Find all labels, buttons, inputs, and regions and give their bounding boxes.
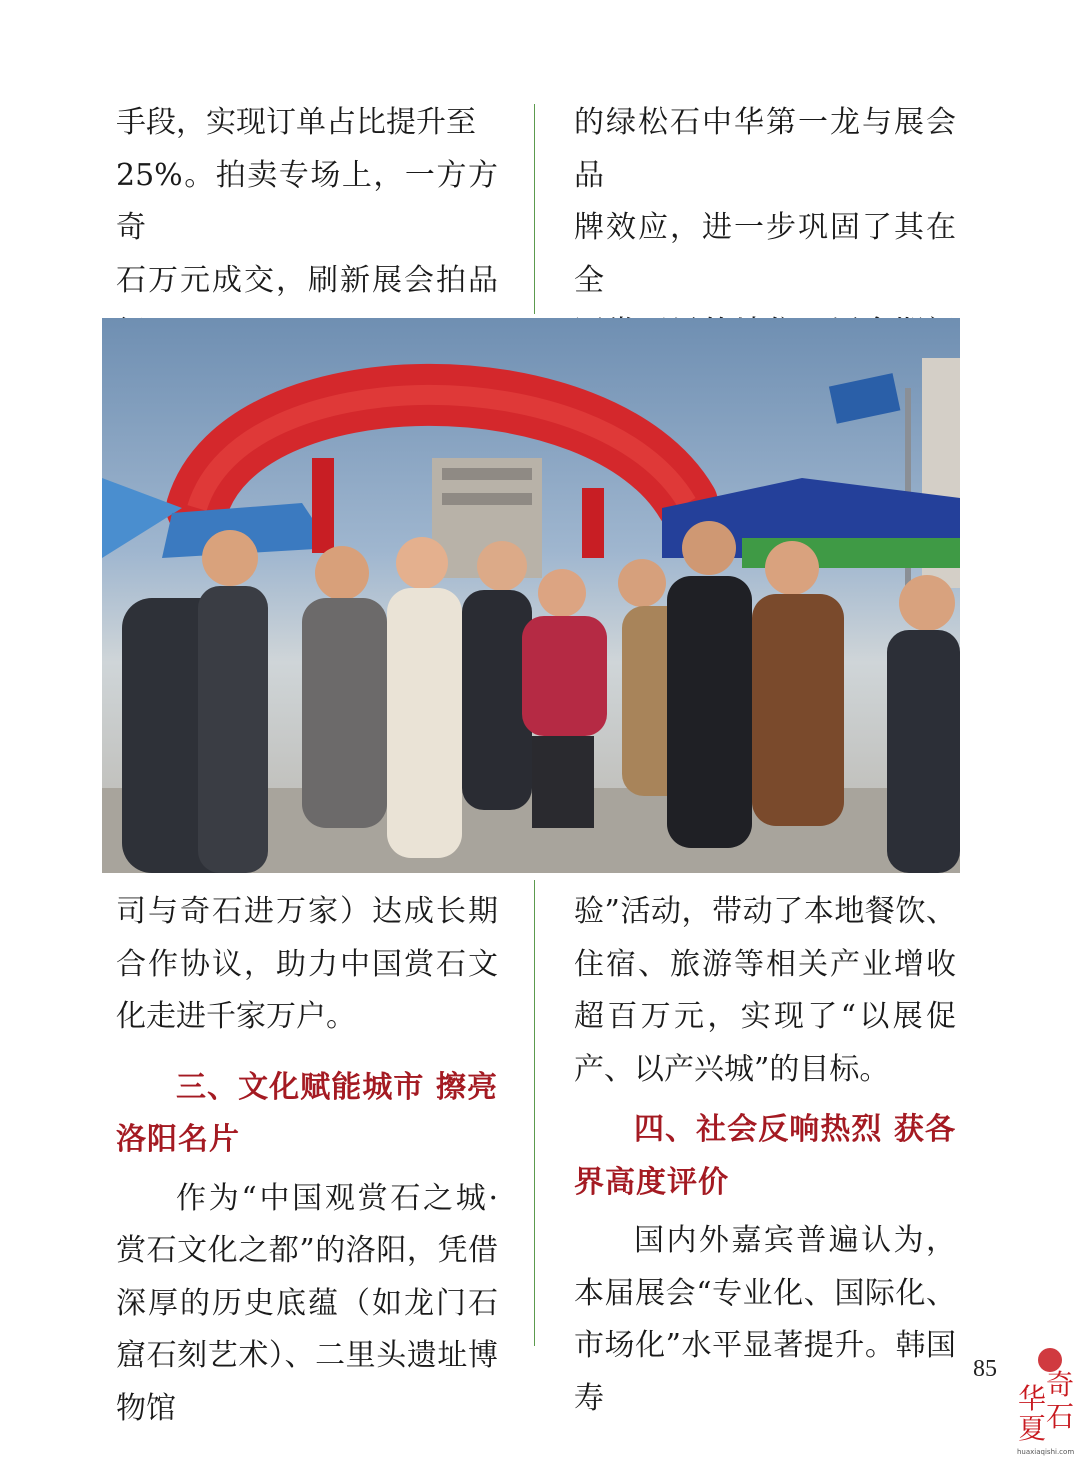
- text-line: 手段，实现订单占比提升至: [116, 105, 476, 140]
- body-paragraph: 国内外嘉宾普遍认为，本届展会“专业化、国际化、市场化”水平显著提升。韩国寿: [574, 1223, 956, 1416]
- seal-logo: [1016, 1330, 1078, 1460]
- column-divider-bottom: [534, 880, 535, 1346]
- bottom-left-column: [116, 886, 498, 1435]
- text-line: 石万元成交，刷新展会拍品: [116, 262, 498, 298]
- text-line: 25%。拍卖专场上，一方方奇: [116, 157, 498, 245]
- svg-text:huaxiaqishi.com: huaxiaqishi.com: [1017, 1448, 1075, 1456]
- body-paragraph: 司与奇石进万家）达成长期合作协议，助力中国赏石文化走进千家万户。: [116, 894, 498, 1034]
- svg-text:夏: 夏: [1018, 1412, 1047, 1445]
- group-photo-image: [102, 318, 960, 873]
- column-divider-top: [534, 104, 535, 314]
- text-line: 的绿松石中华第一龙与展会品: [574, 105, 956, 193]
- svg-text:华: 华: [1018, 1382, 1047, 1415]
- page-number: 85: [973, 1356, 997, 1382]
- bottom-right-column: [574, 886, 956, 1425]
- body-paragraph: 作为“中国观赏石之城·赏石文化之都”的洛阳，凭借深厚的历史底蕴（如龙门石窟石刻艺术）、二里头遗址博物馆: [116, 1180, 498, 1426]
- section-heading: 三、文化赋能城市 擦亮洛阳名片: [116, 1069, 498, 1157]
- section-heading: 四、社会反响热烈 获各界高度评价: [574, 1112, 956, 1200]
- body-paragraph: 验”活动，带动了本地餐饮、住宿、旅游等相关产业增收超百万元，实现了“以展促产、以产兴城”的目标。: [574, 894, 956, 1087]
- text-line: 牌效应，进一步巩固了其在全: [574, 210, 956, 298]
- svg-text:奇: 奇: [1046, 1368, 1075, 1401]
- svg-text:石: 石: [1046, 1400, 1075, 1433]
